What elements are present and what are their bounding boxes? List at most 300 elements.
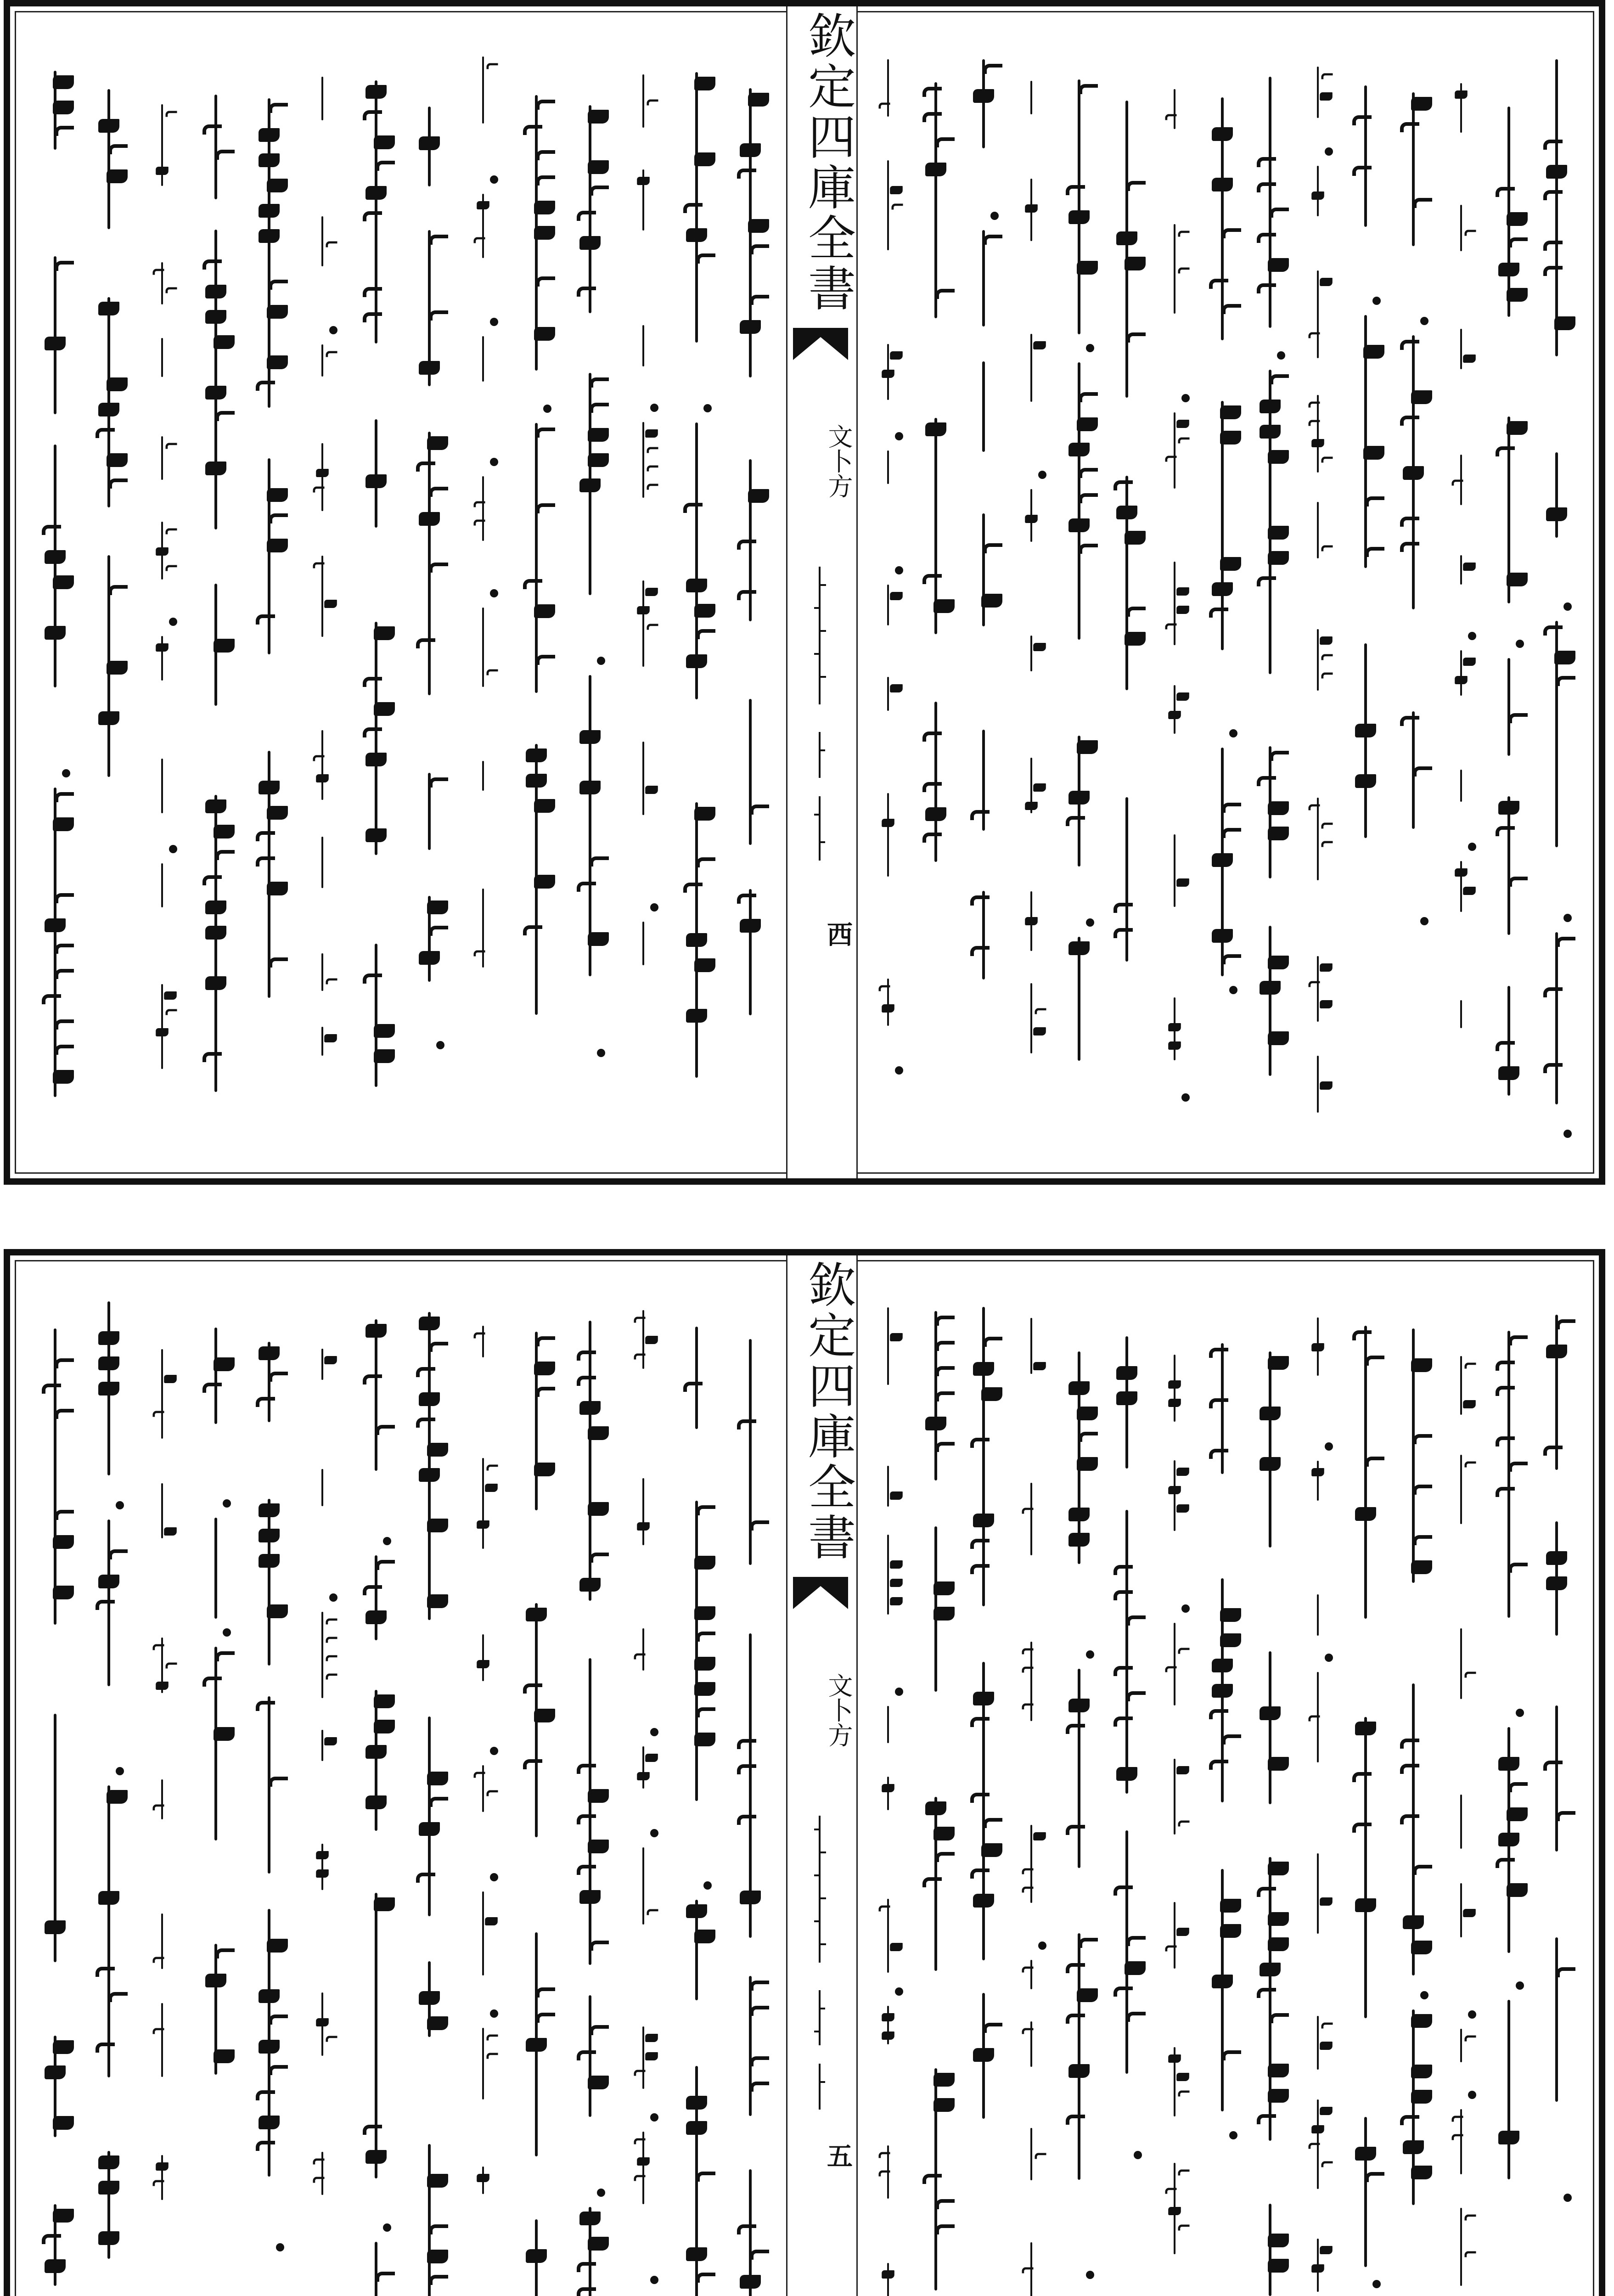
manchu-glyph-mark bbox=[107, 169, 128, 183]
manchu-glyph-mark bbox=[1066, 1963, 1085, 1973]
manchu-glyph-mark bbox=[526, 2038, 547, 2052]
manchu-text-column bbox=[360, 43, 392, 1142]
manchu-text-column bbox=[1158, 1292, 1191, 2296]
manchu-glyph-mark bbox=[1543, 1446, 1563, 1456]
manchu-glyph-mark bbox=[1320, 1000, 1333, 1008]
manchu-word-stroke bbox=[642, 1847, 644, 1925]
manchu-word-stroke bbox=[1460, 2208, 1462, 2286]
manchu-glyph-mark bbox=[42, 1384, 61, 1394]
manchu-glyph-mark bbox=[98, 119, 119, 133]
manchu-glyph-mark bbox=[577, 2287, 596, 2296]
manchu-word-stroke bbox=[482, 608, 484, 687]
manchu-word-stroke bbox=[1030, 983, 1032, 1053]
manchu-glyph-mark bbox=[259, 204, 280, 218]
manchu-glyph-mark bbox=[1022, 2028, 1033, 2034]
manchu-text-column bbox=[627, 1292, 659, 2296]
manchu-glyph-mark bbox=[45, 626, 66, 640]
manchu-glyph-mark bbox=[427, 2174, 448, 2188]
manchu-glyph-mark bbox=[1311, 439, 1324, 447]
manchu-word-stroke bbox=[1030, 1318, 1032, 1374]
manchu-glyph-mark bbox=[577, 1814, 596, 1824]
manchu-word-stroke bbox=[1174, 1623, 1175, 1705]
manchu-glyph-mark bbox=[165, 287, 177, 293]
manchu-word-stroke bbox=[1460, 770, 1462, 802]
manchu-word-stroke bbox=[482, 336, 484, 382]
manchu-glyph-mark bbox=[934, 599, 955, 613]
manchu-glyph-mark bbox=[882, 2032, 894, 2040]
manchu-glyph-mark bbox=[890, 351, 903, 360]
manchu-word-stroke bbox=[749, 1976, 752, 2116]
manchu-glyph-mark bbox=[588, 1426, 609, 1440]
manchu-word-stroke bbox=[1030, 81, 1032, 114]
manchu-glyph-mark bbox=[737, 1739, 756, 1749]
manchu-glyph-mark bbox=[1320, 963, 1333, 972]
manchu-glyph-mark bbox=[890, 684, 903, 692]
manchu-word-stroke bbox=[482, 2028, 484, 2099]
manchu-glyph-mark bbox=[45, 1920, 66, 1934]
manchu-glyph-mark bbox=[1352, 1772, 1372, 1782]
manchu-word-stroke bbox=[749, 1339, 752, 1565]
manchu-word-stroke bbox=[321, 1349, 323, 1380]
manchu-glyph-mark bbox=[1270, 208, 1289, 218]
manchu-word-stroke bbox=[375, 1319, 377, 1471]
manchu-glyph-mark bbox=[1176, 1468, 1189, 1476]
manchu-glyph-mark bbox=[473, 501, 485, 507]
manchu-glyph-mark bbox=[925, 1801, 946, 1815]
manchu-word-stroke bbox=[321, 344, 323, 377]
manchu-glyph-mark bbox=[1464, 1461, 1476, 1467]
manchu-glyph-mark bbox=[590, 2025, 609, 2035]
manchu-glyph-mark bbox=[1508, 877, 1528, 887]
punctuation-dot bbox=[1229, 2131, 1237, 2139]
manchu-glyph-mark bbox=[1463, 887, 1476, 895]
manchu-glyph-mark bbox=[1178, 437, 1189, 443]
manchu-glyph-mark bbox=[588, 110, 609, 124]
manchu-glyph-mark bbox=[1508, 1462, 1528, 1472]
manchu-glyph-mark bbox=[645, 429, 658, 438]
manchu-glyph-mark bbox=[750, 244, 769, 254]
manchu-glyph-mark bbox=[108, 1992, 128, 2002]
manchu-glyph-mark bbox=[55, 126, 74, 136]
manchu-glyph-mark bbox=[1165, 114, 1176, 120]
manchu-glyph-mark bbox=[1033, 643, 1046, 651]
manchu-glyph-mark bbox=[107, 453, 128, 467]
manchu-glyph-mark bbox=[429, 2224, 448, 2234]
manchu-glyph-mark bbox=[486, 1465, 498, 1471]
punctuation-dot bbox=[650, 1829, 658, 1837]
manchu-glyph-mark bbox=[637, 1522, 650, 1531]
manchu-glyph-mark bbox=[922, 112, 942, 122]
manchu-glyph-mark bbox=[486, 669, 498, 675]
manchu-glyph-mark bbox=[1222, 803, 1241, 813]
manchu-glyph-mark bbox=[686, 579, 707, 592]
manchu-glyph-mark bbox=[579, 730, 601, 744]
manchu-word-stroke bbox=[1412, 1683, 1415, 1975]
manchu-word-stroke bbox=[1317, 2016, 1319, 2069]
manchu-glyph-mark bbox=[1222, 954, 1241, 964]
manchu-glyph-mark bbox=[590, 186, 609, 196]
manchu-word-stroke bbox=[321, 953, 323, 990]
manchu-glyph-mark bbox=[1069, 1699, 1090, 1712]
manchu-glyph-mark bbox=[1113, 480, 1133, 490]
manchu-glyph-mark bbox=[694, 1733, 715, 1746]
manchu-glyph-mark bbox=[486, 2035, 498, 2041]
gutter-center bbox=[786, 6, 858, 1178]
punctuation-dot bbox=[329, 326, 337, 334]
manchu-glyph-mark bbox=[1365, 547, 1384, 557]
manchu-word-stroke bbox=[749, 699, 752, 845]
punctuation-dot bbox=[1181, 394, 1190, 402]
manchu-glyph-mark bbox=[536, 175, 555, 186]
punctuation-dot bbox=[1563, 602, 1572, 611]
manchu-glyph-mark bbox=[165, 111, 177, 117]
manchu-text-column bbox=[680, 1292, 713, 2296]
manchu-glyph-mark bbox=[1168, 711, 1181, 719]
manchu-word-stroke bbox=[642, 922, 644, 965]
manchu-glyph-mark bbox=[1556, 676, 1575, 686]
manchu-word-stroke bbox=[589, 675, 591, 977]
manchu-glyph-mark bbox=[536, 276, 555, 287]
manchu-glyph-mark bbox=[1320, 278, 1333, 286]
manchu-word-stroke bbox=[1317, 629, 1319, 691]
manchu-glyph-mark bbox=[1308, 401, 1320, 407]
manchu-glyph-mark bbox=[1178, 2224, 1189, 2230]
manchu-glyph-mark bbox=[577, 1376, 596, 1386]
manchu-word-stroke bbox=[1555, 452, 1558, 538]
manchu-glyph-mark bbox=[267, 355, 288, 369]
manchu-glyph-mark bbox=[473, 520, 485, 526]
manchu-glyph-mark bbox=[366, 1795, 387, 1809]
manchu-text-column bbox=[1397, 1292, 1429, 2296]
manchu-text-column bbox=[520, 43, 552, 1142]
manchu-glyph-mark bbox=[1308, 1716, 1320, 1722]
punctuation-dot bbox=[1229, 986, 1237, 994]
manchu-glyph-mark bbox=[1556, 1811, 1575, 1821]
manchu-glyph-mark bbox=[922, 574, 942, 584]
manchu-glyph-mark bbox=[925, 163, 946, 176]
punctuation-dot bbox=[1372, 297, 1381, 305]
manchu-glyph-mark bbox=[634, 2175, 645, 2181]
manchu-text-column bbox=[1206, 43, 1238, 1142]
manchu-glyph-mark bbox=[156, 1682, 169, 1690]
manchu-glyph-mark bbox=[316, 774, 329, 782]
manchu-glyph-mark bbox=[882, 2270, 894, 2279]
manchu-glyph-mark bbox=[686, 2096, 707, 2110]
manchu-glyph-mark bbox=[419, 1822, 440, 1836]
manchu-glyph-mark bbox=[215, 1651, 235, 1661]
fishtail-ornament bbox=[793, 328, 848, 360]
manchu-glyph-mark bbox=[376, 161, 395, 171]
manchu-glyph-mark bbox=[259, 2040, 280, 2054]
manchu-glyph-mark bbox=[205, 461, 226, 475]
manchu-text-column bbox=[1063, 43, 1095, 1142]
manchu-glyph-mark bbox=[1451, 2134, 1463, 2140]
manchu-glyph-mark bbox=[366, 1324, 387, 1338]
manchu-glyph-mark bbox=[588, 1502, 609, 1516]
manchu-glyph-mark bbox=[1496, 1436, 1515, 1446]
manchu-word-stroke bbox=[642, 74, 644, 128]
manchu-glyph-mark bbox=[637, 177, 650, 185]
manchu-glyph-mark bbox=[1543, 190, 1563, 200]
manchu-glyph-mark bbox=[1496, 1858, 1515, 1868]
manchu-glyph-mark bbox=[1268, 1912, 1289, 1926]
manchu-glyph-mark bbox=[1126, 1615, 1146, 1626]
punctuation-dot bbox=[490, 175, 498, 184]
manchu-glyph-mark bbox=[1496, 826, 1515, 836]
manchu-glyph-mark bbox=[1400, 517, 1419, 527]
manchu-glyph-mark bbox=[1220, 1924, 1241, 1938]
manchu-word-stroke bbox=[1507, 1331, 1510, 1618]
manchu-glyph-mark bbox=[1463, 1400, 1476, 1408]
manchu-word-stroke bbox=[1555, 1705, 1558, 1851]
manchu-glyph-mark bbox=[1209, 1348, 1228, 1358]
punctuation-dot bbox=[1086, 918, 1094, 927]
manchu-word-stroke bbox=[1507, 2000, 1510, 2180]
manchu-glyph-mark bbox=[1257, 576, 1276, 586]
manchu-glyph-mark bbox=[53, 2209, 74, 2223]
manchu-glyph-mark bbox=[42, 2234, 61, 2244]
page-left bbox=[28, 1274, 777, 2296]
manchu-glyph-mark bbox=[269, 2065, 288, 2075]
manchu-glyph-mark bbox=[925, 1417, 946, 1430]
manchu-glyph-mark bbox=[374, 1897, 395, 1911]
punctuation-dot bbox=[895, 1688, 903, 1696]
manchu-glyph-mark bbox=[1178, 2090, 1189, 2096]
manchu-glyph-mark bbox=[1308, 805, 1320, 810]
manchu-word-stroke bbox=[1078, 937, 1080, 1061]
manchu-glyph-mark bbox=[1411, 2166, 1432, 2179]
manchu-glyph-mark bbox=[1033, 1832, 1046, 1840]
manchu-glyph-mark bbox=[1222, 228, 1241, 238]
manchu-glyph-mark bbox=[1113, 1885, 1133, 1896]
manchu-glyph-mark bbox=[890, 1491, 903, 1500]
manchu-word-stroke bbox=[1364, 1717, 1367, 2018]
manchu-glyph-mark bbox=[256, 831, 275, 841]
manchu-word-stroke bbox=[161, 636, 163, 681]
manchu-glyph-mark bbox=[737, 2224, 756, 2234]
manchu-glyph-mark bbox=[1365, 1457, 1384, 1467]
manchu-word-stroke bbox=[1125, 1830, 1128, 2074]
manchu-word-stroke bbox=[161, 1483, 163, 1539]
manchu-glyph-mark bbox=[1321, 73, 1333, 79]
manchu-glyph-mark bbox=[935, 1442, 955, 1452]
manchu-glyph-mark bbox=[590, 1941, 609, 1951]
manchu-word-stroke bbox=[161, 863, 163, 907]
manchu-glyph-mark bbox=[1463, 1909, 1476, 1917]
manchu-glyph-mark bbox=[259, 1529, 280, 1542]
manchu-word-stroke bbox=[887, 2263, 889, 2296]
manchu-word-stroke bbox=[54, 1328, 56, 1625]
spread-bottom bbox=[4, 1249, 1605, 2296]
manchu-glyph-mark bbox=[156, 547, 169, 556]
manchu-glyph-mark bbox=[882, 819, 894, 827]
manchu-glyph-mark bbox=[419, 1392, 440, 1406]
manchu-glyph-mark bbox=[1546, 507, 1567, 521]
manchu-word-stroke bbox=[1174, 224, 1175, 314]
manchu-glyph-mark bbox=[363, 677, 382, 687]
manchu-word-stroke bbox=[321, 77, 323, 120]
manchu-text-column bbox=[413, 1292, 445, 2296]
manchu-glyph-mark bbox=[1165, 2188, 1176, 2194]
manchu-word-stroke bbox=[749, 88, 752, 377]
manchu-word-stroke bbox=[982, 513, 985, 626]
manchu-word-stroke bbox=[982, 1307, 985, 1607]
manchu-glyph-mark bbox=[577, 2262, 596, 2272]
manchu-glyph-mark bbox=[1403, 2140, 1424, 2154]
manchu-glyph-mark bbox=[1321, 2161, 1333, 2167]
manchu-glyph-mark bbox=[1554, 651, 1575, 664]
manchu-glyph-mark bbox=[1069, 1508, 1090, 1521]
manchu-glyph-mark bbox=[981, 1387, 1002, 1401]
manchu-glyph-mark bbox=[1212, 582, 1233, 596]
manchu-glyph-mark bbox=[683, 503, 703, 513]
manchu-glyph-mark bbox=[1496, 187, 1515, 197]
punctuation-dot bbox=[1468, 2091, 1476, 2099]
punctuation-dot bbox=[490, 1873, 498, 1881]
manchu-word-stroke bbox=[1555, 932, 1558, 1104]
manchu-glyph-mark bbox=[1025, 802, 1038, 810]
manchu-word-stroke bbox=[161, 1779, 163, 1820]
manchu-glyph-mark bbox=[1455, 676, 1468, 684]
punctuation-dot bbox=[223, 1499, 231, 1508]
manchu-glyph-mark bbox=[1311, 1468, 1324, 1476]
manchu-glyph-mark bbox=[925, 422, 946, 436]
manchu-glyph-mark bbox=[1165, 1666, 1176, 1672]
manchu-glyph-mark bbox=[1464, 1362, 1476, 1368]
manchu-glyph-mark bbox=[1220, 405, 1241, 419]
manchu-word-stroke bbox=[642, 1746, 644, 1789]
manchu-glyph-mark bbox=[1033, 1362, 1046, 1370]
manchu-glyph-mark bbox=[107, 661, 128, 675]
manchu-glyph-mark bbox=[1257, 283, 1276, 293]
manchu-glyph-mark bbox=[429, 487, 448, 497]
manchu-word-stroke bbox=[428, 2144, 431, 2296]
manchu-word-stroke bbox=[1317, 1461, 1319, 1501]
manchu-word-stroke bbox=[1269, 370, 1271, 674]
manchu-glyph-mark bbox=[737, 169, 756, 179]
manchu-glyph-mark bbox=[1321, 841, 1333, 847]
manchu-glyph-mark bbox=[1352, 1330, 1372, 1340]
manchu-glyph-mark bbox=[1126, 332, 1146, 343]
manchu-text-column bbox=[1302, 1292, 1334, 2296]
manchu-word-stroke bbox=[1460, 1628, 1462, 1699]
manchu-glyph-mark bbox=[878, 985, 890, 991]
manchu-glyph-mark bbox=[215, 150, 235, 160]
manchu-glyph-mark bbox=[882, 2013, 894, 2021]
manchu-word-stroke bbox=[642, 1628, 644, 1671]
manchu-glyph-mark bbox=[256, 1701, 275, 1711]
manchu-glyph-mark bbox=[1176, 420, 1189, 428]
manchu-text-column bbox=[1254, 1292, 1286, 2296]
manchu-glyph-mark bbox=[1411, 1358, 1432, 1372]
punctuation-dot bbox=[650, 2113, 658, 2122]
punctuation-dot bbox=[1038, 471, 1046, 479]
manchu-text-column bbox=[734, 43, 766, 1142]
manchu-text-column bbox=[1541, 1292, 1573, 2296]
manchu-glyph-mark bbox=[694, 958, 715, 972]
manchu-glyph-mark bbox=[267, 179, 288, 192]
manchu-glyph-mark bbox=[1116, 1767, 1137, 1781]
manchu-glyph-mark bbox=[1260, 1457, 1281, 1471]
punctuation-dot bbox=[116, 1501, 124, 1509]
manchu-word-stroke bbox=[1317, 1853, 1319, 1934]
punctuation-dot bbox=[990, 212, 999, 220]
manchu-glyph-mark bbox=[374, 135, 395, 149]
manchu-glyph-mark bbox=[748, 489, 769, 503]
manchu-glyph-mark bbox=[326, 2036, 337, 2042]
manchu-glyph-mark bbox=[1321, 654, 1333, 660]
manchu-glyph-mark bbox=[696, 2172, 715, 2182]
punctuation-dot bbox=[383, 2223, 391, 2232]
manchu-text-column bbox=[920, 1292, 952, 2296]
manchu-glyph-mark bbox=[326, 979, 337, 985]
manchu-glyph-mark bbox=[1260, 1963, 1281, 1976]
manchu-glyph-mark bbox=[165, 565, 177, 571]
manchu-glyph-mark bbox=[473, 237, 485, 243]
manchu-word-stroke bbox=[482, 761, 484, 791]
manchu-glyph-mark bbox=[1125, 1961, 1146, 1975]
manchu-glyph-mark bbox=[534, 201, 555, 214]
manchu-glyph-mark bbox=[366, 474, 387, 488]
manchu-glyph-mark bbox=[590, 377, 609, 388]
manchu-word-stroke bbox=[268, 1499, 270, 1666]
manchu-glyph-mark bbox=[1311, 2264, 1324, 2273]
manchu-word-stroke bbox=[54, 445, 56, 687]
manchu-glyph-mark bbox=[316, 469, 329, 477]
manchu-glyph-mark bbox=[152, 1411, 164, 1417]
manchu-glyph-mark bbox=[55, 1358, 74, 1368]
manchu-glyph-mark bbox=[1113, 1716, 1133, 1727]
manchu-glyph-mark bbox=[1178, 268, 1189, 274]
manchu-glyph-mark bbox=[1321, 823, 1333, 829]
manchu-glyph-mark bbox=[376, 1560, 395, 1570]
manchu-glyph-mark bbox=[202, 1677, 222, 1687]
manchu-glyph-mark bbox=[935, 137, 955, 147]
manchu-glyph-mark bbox=[325, 1356, 337, 1364]
manchu-glyph-mark bbox=[577, 1865, 596, 1875]
manchu-glyph-mark bbox=[366, 1610, 387, 1624]
manchu-glyph-mark bbox=[973, 1894, 994, 1908]
manchu-glyph-mark bbox=[1321, 545, 1333, 551]
gutter-center bbox=[786, 1255, 858, 2296]
manchu-glyph-mark bbox=[686, 1009, 707, 1023]
manchu-glyph-mark bbox=[1321, 2023, 1333, 2029]
manchu-glyph-mark bbox=[737, 894, 756, 904]
manchu-glyph-mark bbox=[164, 1527, 177, 1536]
manchu-glyph-mark bbox=[473, 950, 485, 956]
manchu-glyph-mark bbox=[1220, 431, 1241, 445]
manchu-glyph-mark bbox=[366, 753, 387, 766]
manchu-glyph-mark bbox=[374, 1024, 395, 1038]
manchu-glyph-mark bbox=[748, 219, 769, 233]
gutter-volume: 文卜方 bbox=[824, 424, 853, 498]
manchu-glyph-mark bbox=[696, 857, 715, 867]
punctuation-dot bbox=[490, 458, 498, 466]
punctuation-dot bbox=[895, 1987, 903, 1996]
manchu-glyph-mark bbox=[694, 1556, 715, 1570]
manchu-word-stroke bbox=[428, 1312, 431, 1621]
manchu-glyph-mark bbox=[1355, 1507, 1376, 1521]
manchu-glyph-mark bbox=[1116, 1366, 1137, 1380]
manchu-glyph-mark bbox=[891, 203, 903, 209]
manchu-text-column bbox=[1015, 1292, 1047, 2296]
manchu-glyph-mark bbox=[1260, 1407, 1281, 1420]
manchu-glyph-mark bbox=[363, 1374, 382, 1384]
manchu-text-column bbox=[93, 43, 125, 1142]
manchu-glyph-mark bbox=[1165, 456, 1176, 461]
manchu-glyph-mark bbox=[1543, 625, 1563, 636]
manchu-glyph-mark bbox=[53, 101, 74, 114]
